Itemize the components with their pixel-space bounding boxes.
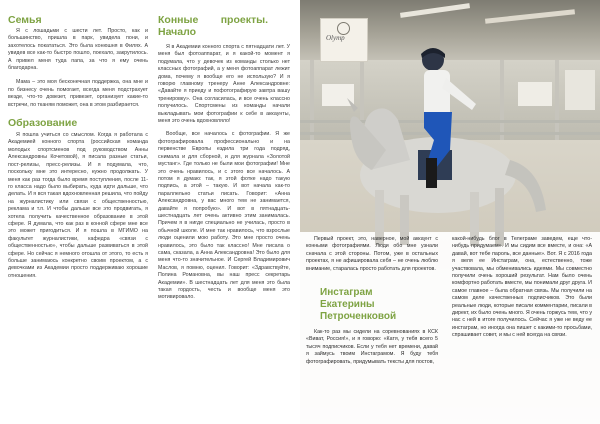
heading-instagram: Инстаграм Екатерины Петроченковой: [320, 287, 397, 323]
paragraph-instagram: Как-то раз мы сидели на соревнованиях в КСК «Виват, Россия!», и я говорю: «Катя, у тебя всего 5 тысяч подписчиков. Если у тебя нет времени, давай я займусь твоим Инстаграмом. Я буду тебя фотографировать, придумывать тексты для постов,: [306, 329, 438, 365]
paragraph-family-1: Я с лошадьми с шести лет. Просто, как и большинство, пришла в парк, увидела пони, и захотелось покататься. Это была конюшня в Филях. А увидев все как-то быстро пошло, поехало, закрутилось. А привел меня туда папа, за что я ему очень благодарна.: [8, 28, 148, 72]
arena-photo: [300, 0, 600, 424]
paragraph-first-project: Первый проект, это, наверное, мой аккаунт с конными фотографиями. Люди обо мне узнали сначала с этой стороны. Потом, уже в остальных проектах, я не афишировала себя – не очень люблю внимание, старалась просто работать для проектов.: [306, 236, 438, 272]
column-horse-projects: [158, 14, 290, 304]
heading-education: Образование: [8, 117, 78, 130]
column-family-education: [8, 14, 148, 282]
paragraph-start-2: Вообще, все началось с фотографии. Я же фотографировала профессионально и на первенстве Европы ездила три года подряд, снимала и для сборной, и для журнала «Золотой мустанг». Где только не были мои фотографии! Мне это очень нравилось, и с этого все началось. А потом я думаю: так, я этой фотке надо такую подпись, а этой – такую. И вот начала как-то параллельно статьи писать. Говорит: «Анна Александровна, у вас много тем не занимается, давайте я попробую». И вот в пятнадцать-шестнадцать лет очень активно этим занималась. Причем я в нигде специально не училась, просто в обычной школе. И мне так нравилось, что взрослые люди оценили мою работу. Это мне просто очень нравилось, это было так классно! Мне писала о сама, сказала, а Анна Александровна! Это было для меня что-то значительное. И Сергей Владимирович Маслов, я помню, оценил. Говорит: «Здравствуйте, Полина Романовна, вы наш пресс секретарь Академии». В шестнадцать лет для меня это была такая гордость, честь и вообще меня это мотивировало.: [158, 131, 290, 301]
paragraph-instagram-continued: какой-нибудь блог в Телеграме заведем, еще что-нибудь придумаем». И мы сидим все вместе, и она: «А давай, вот тебе пароль, все данные». Вот. Я с 2016 года я веля ее Инстаграм, она, естественно, тоже участвовала, мы обменивались идеями. Мы совместно получили очень хороший результат. Нам было очень комфортно работать вместе, мы понимали друг друга. И самое главное – была обратная связь. Мы получили на самом деле качественных подписчиков. Это были реальные люди, которые писали комментарии, писали в директ, их было очень много. Я очень горжусь тем, что у нас с ней в итоге получилось. Сейчас я уже не веду ее инстаграм, но иногда она пишет с какими-то просьбами, спрашивает совет, и мы с ней всегда на связи.: [452, 236, 592, 339]
heading-horse-projects-start: Конные проекты. Начало: [158, 14, 268, 38]
heading-family: Семья: [8, 14, 42, 26]
logo-text: Olymp: [326, 34, 345, 42]
column-instagram: [306, 236, 438, 368]
paragraph-family-2: Мама – это моя бесконечная поддержка, она мне и по бизнесу очень помогает, всегда меня подстрахует везде, что-то довезет, привезет, организует какие-то встречи, по тканям поможет, она в этом разбирается.: [8, 79, 148, 108]
paragraph-education: Я пошла учиться со смыслом. Когда я работала с Академией конного спорта (российская команда молодых спортсменов под руководством Анны Александровны Кочетовой), я писала разные статьи, пост-релизы, пресс-релизы. И я подумала, что, поскольку мне это интересно, нужно продолжать. У меня как раз тогда было время поступления, после 11-го класса надо было выбирать, куда идти дальше, что делать. И я вся такая вдохновленная решила, что пойду на журналистику или связи с общественностью, реклама и т.п. И чтобы дальше все это продвигать, я хотела получить качественное образование в этой сфере. Я думала, что как раз в конной сфере мне все это может пригодиться. И я пошла в МГИМО на факультет журналистики, кафедра «связи с общественностью», чтобы дальше развиваться в этой сфере. Но сейчас я немного отошла от этого, то есть я больше занимаюсь конкретно своим проектом, а с девочками из Академии просто поддерживаю хорошие отношения.: [8, 132, 148, 279]
horse-with-rider: [300, 0, 600, 260]
column-instagram-continued: [452, 236, 592, 342]
paragraph-start-1: Я в Академии конного спорта с пятнадцати лет. У меня был фотоаппарат, и я какой-то момент я подумала, что у девочек из команды столько нет классных фотографий, а у меня фотоаппарат лежит дома, почему я вообще его не использую? И я говорю главному тренеру Анне Александровне: «Давайте я приеду и пофотографирую завтра вашу тренировку». Она согласилась, и все очень классно получилось. Спортсмены из команды начали выкладывать мои фотографии к себе в аккаунты, меня это очень вдохновляло!: [158, 44, 290, 125]
